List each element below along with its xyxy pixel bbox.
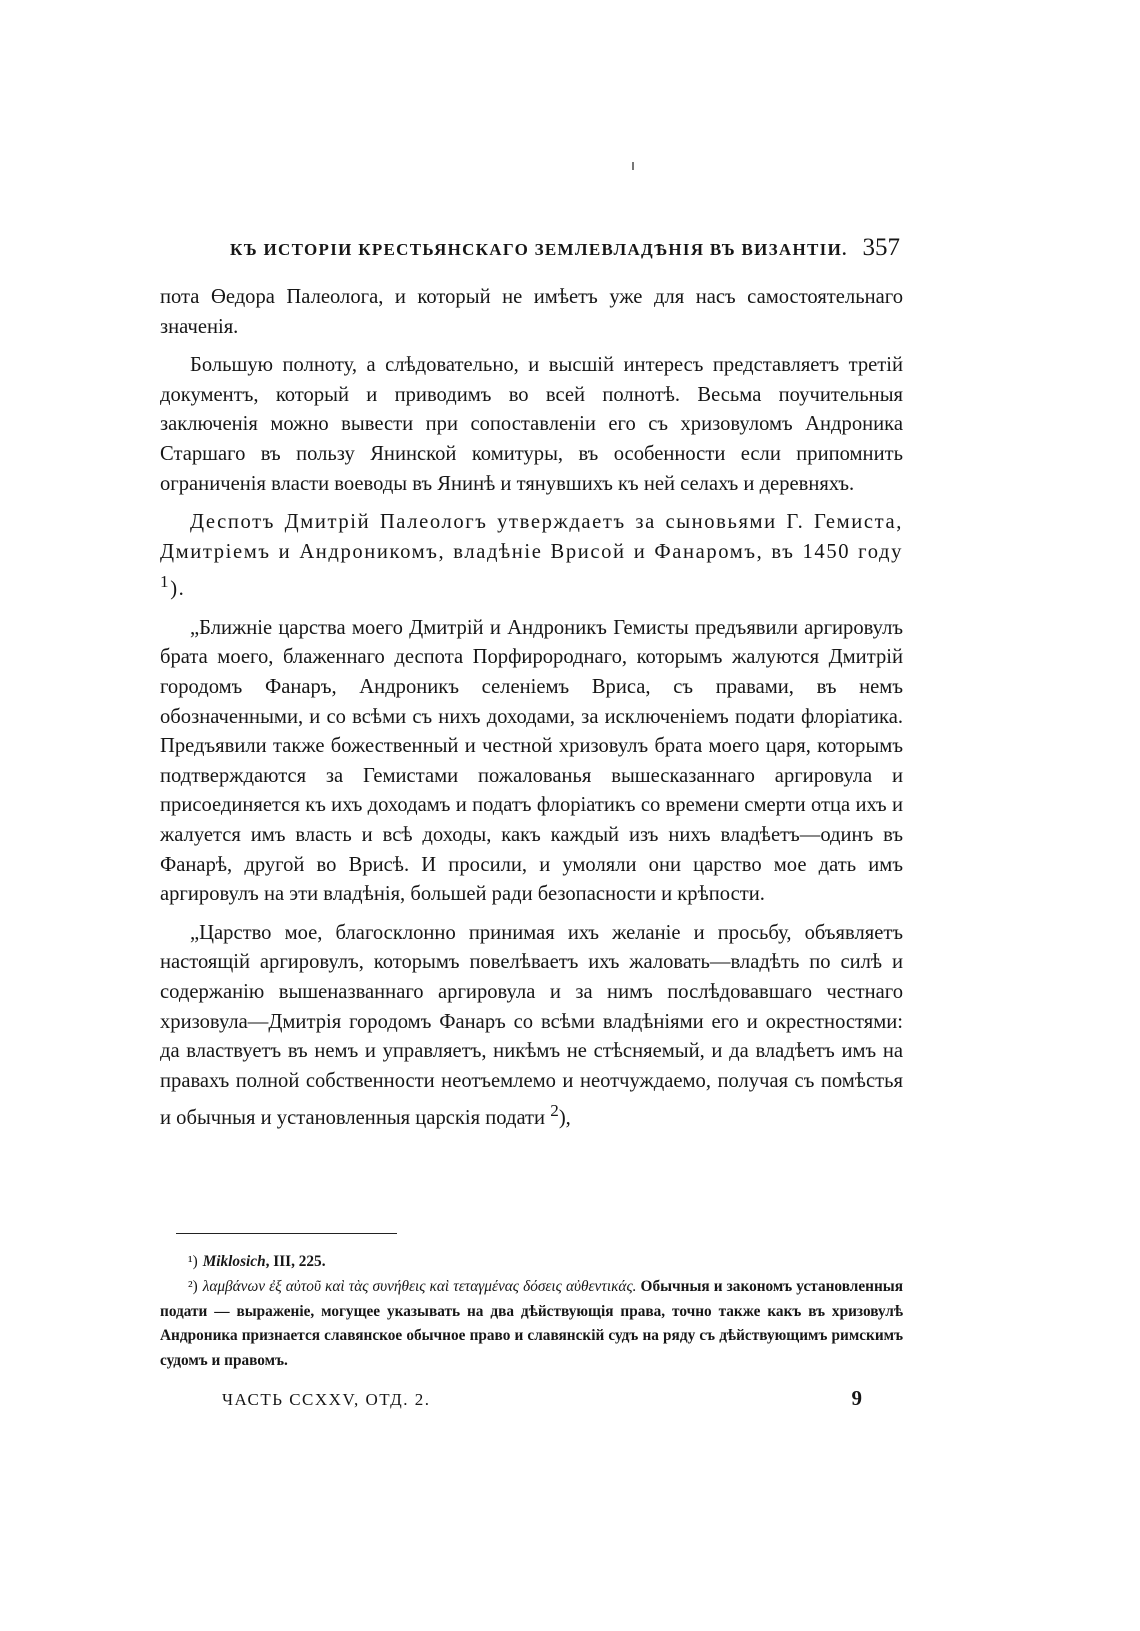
document-title-end: ). <box>170 578 186 601</box>
quote-2-end: ), <box>558 1107 571 1130</box>
footnote-2-text: Обычныя и закономъ установленныя подати — выраженіе, могущее указывать на два дѣйствующія права, точно также какъ въ хризовулѣ Андроника признается славянское обычное право и славянскій судъ на ряду съ дѣйствующимъ римскимъ судомъ и правомъ. <box>160 1277 903 1370</box>
footnote-ref-2: 2 <box>550 1101 559 1121</box>
printer-signature <box>222 1386 862 1411</box>
running-title: КЪ ИСТОРІИ КРЕСТЬЯНСКАГО ЗЕМЛЕВЛАДѢНІЯ ВЪ ВИЗАНТІИ. <box>230 240 848 259</box>
footnote-2 <box>160 1275 903 1374</box>
footnote-rule <box>176 1233 397 1234</box>
footnote-1 <box>160 1250 903 1275</box>
part-signature: ЧАСТЬ CCXXV, ОТД. 2. <box>222 1390 431 1409</box>
footnote-1-ref: , III, 225. <box>265 1253 326 1270</box>
paragraph-document-intro: Большую полноту, а слѣдовательно, и высшій интересъ представляетъ третій документъ, который и приводимъ во всей полнотѣ. Весьма поучительныя заключенія можно вывести при сопоставленіи его съ хризовуломъ Андроника Старшаго въ пользу Янинской комитуры, въ особенности если припомнить ограниченія власти воеводы въ Янинѣ и тянувшихъ къ ней селахъ и деревняхъ. <box>160 354 903 495</box>
footnote-1-mark: ¹) <box>188 1253 198 1270</box>
paragraph-quote-2 <box>160 919 903 1134</box>
footnote-ref-1: 1 <box>160 572 171 592</box>
page-number: 357 <box>862 234 900 261</box>
body-text <box>160 283 903 1143</box>
paragraph-quote-1: „Ближніе царства моего Дмитрій и Андроникъ Гемисты предъявили аргировулъ брата моего, блаженнаго деспота Порфиророднаго, которымъ жалуются Дмитрій городомъ Фанаръ, Андроникъ селеніемъ Вриса, съ правами, въ немъ обозначенными, и со всѣми съ нихъ доходами, за исключеніемъ подати флоріатика. Предъявили также божественный и честной хризовулъ брата моего царя, которымъ подтверждаются за Гемистами пожалованья вышесказаннаго аргировула и присоединяется къ ихъ доходамъ и податъ флоріатикъ со времени смерти отца ихъ и жалуется имъ власть и всѣ доходы, какъ каждый изъ нихъ владѣетъ—одинъ въ Фанарѣ, другой во Врисѣ. И просили, и умоляли они царство мое дать имъ аргировулъ на эти владѣнія, большей ради безопасности и крѣпости. <box>160 616 903 906</box>
document-title-text: Деспотъ Дмитрій Палеологъ утверждаетъ за сыновьями Г. Гемиста, Дмитріемъ и Андроникомъ, владѣніе Врисой и Фанаромъ, въ 1450 году <box>160 511 903 563</box>
running-head <box>230 234 900 264</box>
footnote-1-author: Miklosich <box>202 1253 266 1270</box>
sheet-number: 9 <box>851 1386 862 1410</box>
print-speck <box>632 162 634 170</box>
footnote-2-greek: λαμβάνων ἐξ αὐτοῦ καὶ τὰς συνήθεις καὶ τεταγμένας δόσεις αὐθεντικάς. <box>202 1277 637 1295</box>
quote-2-text: „Царство мое, благосклонно принимая ихъ желаніе и просьбу, объявляетъ настоящій аргировулъ, которымъ повелѣваетъ ихъ жаловать—владѣть по силѣ и содержанію вышеназваннаго аргировула и за нимъ послѣдовавшаго честнаго хризовула—Дмитрія городомъ Фанаръ со всѣми владѣніями его и окрестностями: да властвуетъ въ немъ и управляетъ, никѣмъ не стѣсняемый, и да владѣетъ имъ на правахъ полной собственности неотъемлемо и неотчуждаемо, получая съ помѣстья и обычныя и установленныя царскія подати <box>160 921 903 1130</box>
footnote-2-mark: ²) <box>188 1277 198 1295</box>
paragraph-continuation: пота Өедора Палеолога, и который не имѣетъ уже для насъ самостоятельнаго значенія. <box>160 286 903 338</box>
footnotes <box>160 1250 903 1374</box>
paragraph-document-title <box>160 508 903 605</box>
